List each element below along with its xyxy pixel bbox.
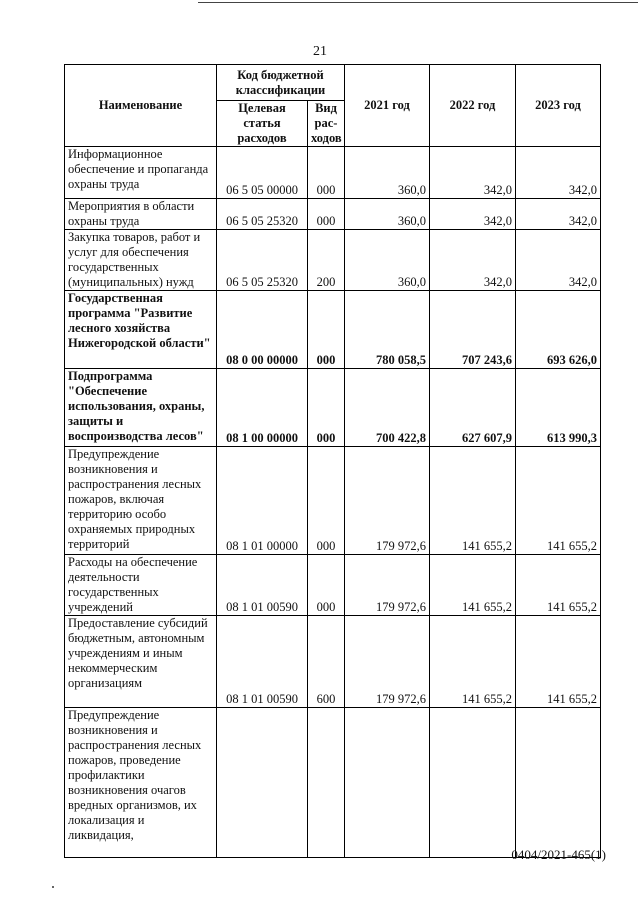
table-row: [65, 199, 601, 230]
row-name: Расходы на обеспечение деятельности государственных учреждений: [65, 555, 217, 616]
row-value-2021: 700 422,8: [345, 369, 430, 447]
row-target-code: 08 0 00 00000: [217, 291, 308, 369]
header-name: Наименование: [65, 65, 217, 147]
row-target-code: 06 5 05 00000: [217, 147, 308, 199]
row-name: Предоставление субсидий бюджетным, автономным учреждениям и иным некоммерческим организациям: [65, 616, 217, 708]
row-value-2022: [430, 708, 516, 858]
row-name: Предупреждение возникновения и распространения лесных пожаров, проведение профилактики возникновения очагов вредных организмов, их локализация и ликвидация,: [65, 708, 217, 858]
table-row: [65, 369, 601, 447]
row-expense-type: 200: [308, 230, 345, 291]
scan-speck: [52, 886, 54, 888]
row-target-code: [217, 708, 308, 858]
table-row: [65, 230, 601, 291]
row-name: Предупреждение возникновения и распространения лесных пожаров, включая территорию особо охраняемых природных территорий: [65, 447, 217, 555]
row-expense-type: 000: [308, 369, 345, 447]
row-value-2022: 141 655,2: [430, 447, 516, 555]
row-name: Мероприятия в области охраны труда: [65, 199, 217, 230]
row-value-2021: 780 058,5: [345, 291, 430, 369]
table-row: [65, 447, 601, 555]
row-expense-type: 600: [308, 616, 345, 708]
top-rule: [198, 2, 638, 3]
table-row: [65, 555, 601, 616]
row-expense-type: 000: [308, 555, 345, 616]
row-value-2023: 342,0: [516, 230, 601, 291]
row-value-2021: 360,0: [345, 147, 430, 199]
budget-table: [64, 64, 601, 858]
header-code: Код бюджетной классификации: [217, 65, 345, 101]
row-target-code: 06 5 05 25320: [217, 230, 308, 291]
row-value-2022: 707 243,6: [430, 291, 516, 369]
row-value-2022: 342,0: [430, 199, 516, 230]
row-value-2023: 693 626,0: [516, 291, 601, 369]
row-expense-type: 000: [308, 447, 345, 555]
header-year-2021: 2021 год: [345, 65, 430, 147]
document-id: 0404/2021-465(1): [511, 847, 606, 862]
table-row: [65, 147, 601, 199]
row-expense-type: [308, 708, 345, 858]
row-name: Информационное обеспечение и пропаганда охраны труда: [65, 147, 217, 199]
table-row: [65, 708, 601, 858]
page-number: 21: [313, 44, 327, 59]
row-value-2023: 342,0: [516, 147, 601, 199]
header-year-2023: 2023 год: [516, 65, 601, 147]
row-value-2023: 141 655,2: [516, 616, 601, 708]
row-value-2022: 342,0: [430, 147, 516, 199]
row-value-2023: 141 655,2: [516, 447, 601, 555]
row-value-2022: 141 655,2: [430, 555, 516, 616]
row-value-2023: 613 990,3: [516, 369, 601, 447]
row-value-2021: 360,0: [345, 230, 430, 291]
table-row: [65, 291, 601, 369]
row-value-2022: 627 607,9: [430, 369, 516, 447]
row-name: Государственная программа "Развитие лесного хозяйства Нижегородской области": [65, 291, 217, 369]
row-target-code: 08 1 01 00000: [217, 447, 308, 555]
row-target-code: 08 1 01 00590: [217, 555, 308, 616]
row-value-2022: 141 655,2: [430, 616, 516, 708]
row-name: Подпрограмма "Обеспечение использования, охраны, защиты и воспроизводства лесов": [65, 369, 217, 447]
row-value-2023: 342,0: [516, 199, 601, 230]
row-expense-type: 000: [308, 147, 345, 199]
row-expense-type: 000: [308, 291, 345, 369]
row-value-2021: [345, 708, 430, 858]
row-value-2021: 179 972,6: [345, 616, 430, 708]
row-target-code: 06 5 05 25320: [217, 199, 308, 230]
row-value-2022: 342,0: [430, 230, 516, 291]
header-year-2022: 2022 год: [430, 65, 516, 147]
row-value-2021: 179 972,6: [345, 447, 430, 555]
row-expense-type: 000: [308, 199, 345, 230]
header-target-article: Целевая статья расходов: [217, 101, 308, 147]
row-value-2021: 360,0: [345, 199, 430, 230]
row-value-2023: [516, 708, 601, 858]
row-value-2023: 141 655,2: [516, 555, 601, 616]
table-row: [65, 616, 601, 708]
row-target-code: 08 1 00 00000: [217, 369, 308, 447]
row-value-2021: 179 972,6: [345, 555, 430, 616]
row-name: Закупка товаров, работ и услуг для обеспечения государственных (муниципальных) нужд: [65, 230, 217, 291]
row-target-code: 08 1 01 00590: [217, 616, 308, 708]
header-expense-type: Вид рас-ходов: [308, 101, 345, 147]
